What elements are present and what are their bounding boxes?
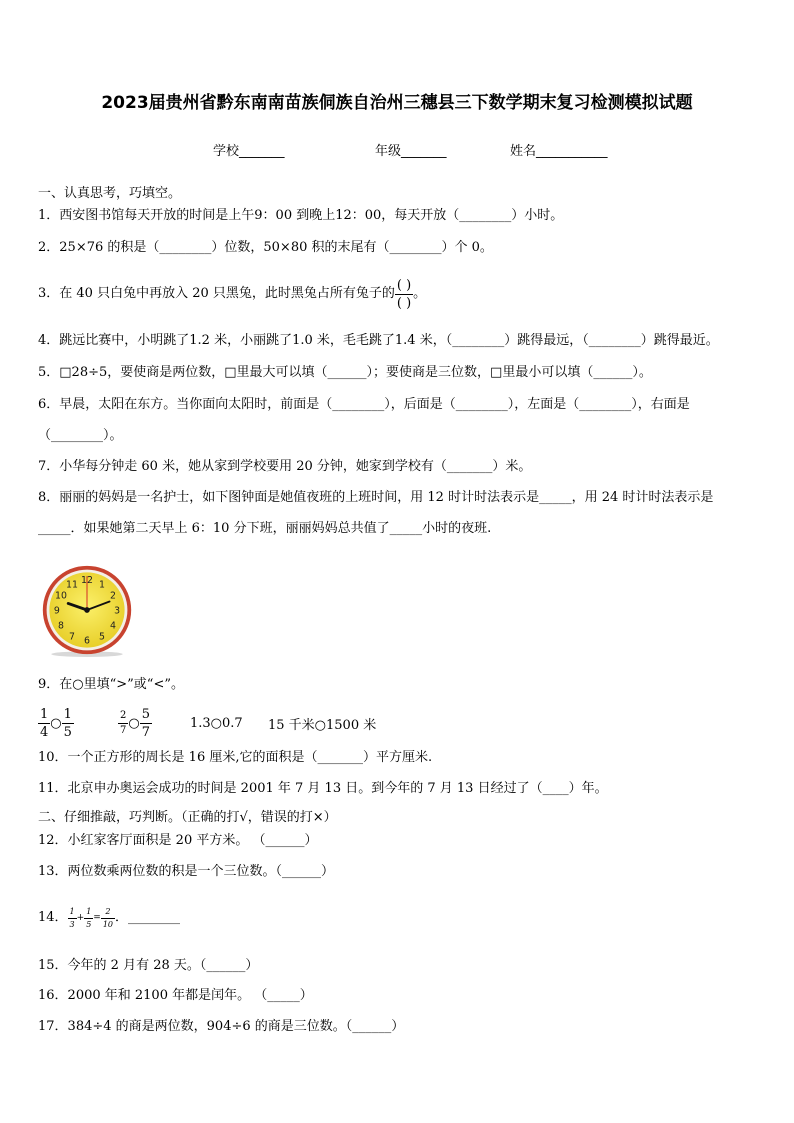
clock-number: 11 [65,579,78,591]
clock-number: 12 [81,575,93,587]
question-1: 1．西安图书馆每天开放的时间是上午9：00 到晚上12：00，每天开放（________）小时。 [38,208,564,223]
numerator: 2 [105,906,111,916]
question-14-label: 14． [38,910,68,925]
question-3-fraction [395,279,413,310]
clock-number: 2 [110,590,117,602]
question-9-item-3: 1.3○0.7 [190,715,243,731]
fraction-numerator: ( ) [396,277,412,293]
question-6-line-1: 6．早晨，太阳在东方。当你面向太阳时，前面是（________），后面是（________），左面是（________），右面是 [38,397,690,412]
clock-number: 10 [54,590,67,602]
denominator: 10 [102,919,114,929]
school-field: 学校_______ [213,144,285,159]
question-9-item-4: 15 千米○1500 米 [268,717,377,733]
clock-center [84,607,90,613]
question-15: 15．今年的 2 月有 28 天。（______） [38,958,259,973]
question-12: 12．小红家客厅面积是 20 平方米。 （______） [38,833,318,848]
question-3-end: 。 [413,286,427,301]
question-6-line-2: （________）。 [38,428,123,443]
numerator: 5 [141,706,150,722]
section-1-heading: 一、认真思考，巧填空。 [38,186,182,201]
question-9-item-2 [118,703,152,743]
question-2: 2．25×76 的积是（________）位数，50×80 积的末尾有（________）个 0。 [38,240,493,255]
numerator: 1 [40,706,49,722]
denominator: 5 [86,919,92,929]
page-title: 2023届贵州省黔东南南苗族侗族自治州三穗县三下数学期末复习检测模拟试题 [101,93,693,113]
numerator: 1 [86,906,92,916]
denominator: 4 [40,724,49,740]
name-field: 姓名___________ [510,144,608,159]
grade-field: 年级_______ [375,144,447,159]
clock-number: 5 [99,631,106,643]
compare-circle: ○ [128,715,140,731]
clock-number: 8 [57,620,64,632]
question-10: 10．一个正方形的周长是 16 厘米,它的面积是（_______）平方厘米. [38,750,433,765]
question-17: 17．384÷4 的商是两位数，904÷6 的商是三位数。（______） [38,1019,405,1034]
question-14 [38,903,180,933]
plus-sign: + [76,913,85,923]
compare-circle: ○ [50,715,62,731]
question-5: 5．□28÷5，要使商是两位数，□里最大可以填（______）；要使商是三位数，□里最小可以填（______）。 [38,365,652,380]
question-7: 7．小华每分钟走 60 米，她从家到学校要用 20 分钟，她家到学校有（_______）米。 [38,459,532,474]
clock-number: 6 [84,635,90,647]
question-4: 4．跳远比赛中，小明跳了1.2 米，小丽跳了1.0 米，毛毛跳了1.4 米，（________）跳得最远，（________）跳得最近。 [38,333,719,348]
denominator: 7 [120,724,127,736]
section-2-heading: 二、仔细推敲，巧判断。（正确的打√，错误的打×） [38,810,337,825]
denominator: 7 [141,724,150,740]
question-3 [38,272,426,316]
clock-number: 1 [99,579,106,591]
question-16: 16．2000 年和 2100 年都是闰年。 （_____） [38,988,313,1003]
numerator: 2 [120,709,127,721]
numerator: 1 [69,906,75,916]
clock-number: 3 [114,605,121,617]
question-11: 11．北京申办奥运会成功的时间是 2001 年 7 月 13 日。到今年的 7 月 13 日经过了（____）年。 [38,781,608,796]
question-8-line-1: 8．丽丽的妈妈是一名护士，如下图钟面是她值夜班的上班时间，用 12 时计时法表示是_____，用 24 时计时法表示是 [38,490,714,505]
question-8-line-2: _____．如果她第二天早上 6：10 分下班，丽丽妈妈总共值了_____小时的夜班. [38,521,492,536]
numerator: 1 [63,706,72,722]
question-13: 13．两位数乘两位数的积是一个三位数。（______） [38,864,335,879]
clock-number: 4 [110,620,117,632]
denominator: 3 [69,919,75,929]
denominator: 5 [63,724,72,740]
clock-image [40,563,134,657]
question-14-tail: ．________ [115,910,181,925]
equals-sign: = [93,913,101,923]
question-9: 9．在○里填“>”或“<”。 [38,677,184,692]
question-9-item-1 [38,703,74,743]
clock-number: 7 [68,631,75,643]
fraction-denominator: ( ) [396,295,412,311]
question-3-text: 3．在 40 只白兔中再放入 20 只黑兔，此时黑兔占所有兔子的 [38,286,395,301]
clock-number: 9 [53,605,60,617]
